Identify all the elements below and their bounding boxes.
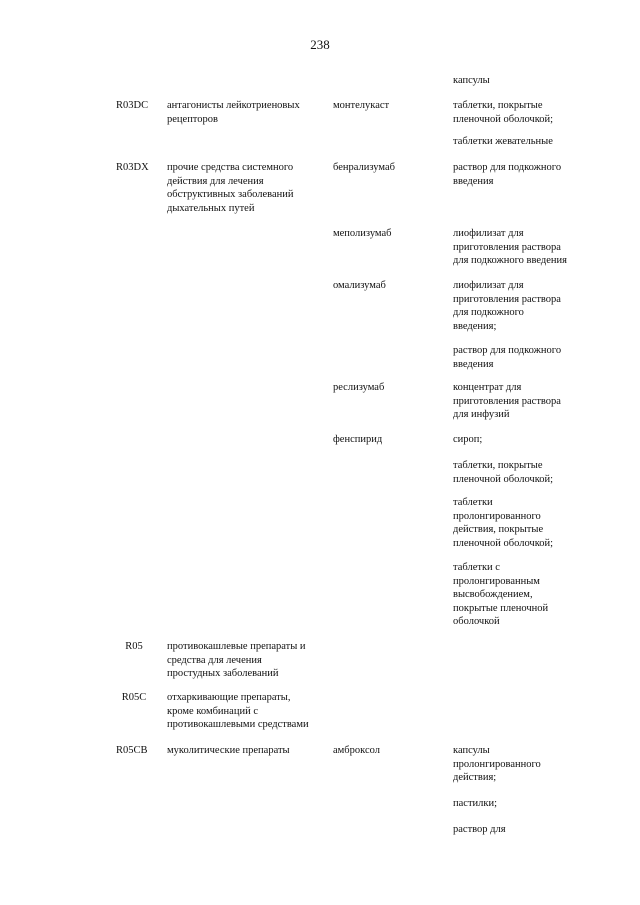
atc-group-name: муколитические препараты [167, 745, 290, 756]
dosage-form: таблетки пролонгированного действия, покрытые пленочной оболочкой; [453, 497, 554, 549]
drug-name: монтелукаст [333, 100, 390, 111]
atc-code: R03DX [116, 162, 149, 173]
dosage-form: капсулы [453, 75, 490, 86]
drug-name: реслизумаб [333, 382, 385, 393]
atc-group-name: отхаркивающие препараты, кроме комбинаций с противокашлевыми средствами [167, 692, 309, 730]
page-number: 238 [310, 37, 330, 52]
atc-code: R05CB [116, 745, 148, 756]
dosage-form: таблетки, покрытые пленочной оболочкой; [453, 100, 554, 125]
dosage-form: таблетки с пролонгированным высвобождением, покрытые пленочной оболочкой [453, 562, 549, 627]
dosage-form: таблетки жевательные [453, 136, 553, 147]
drug-name: меполизумаб [333, 228, 392, 239]
atc-code: R05C [121, 692, 147, 703]
dosage-form: раствор для подкожного введения [453, 162, 562, 187]
atc-group-name: противокашлевые препараты и средства для лечения простудных заболеваний [167, 641, 306, 679]
dosage-form: сироп; [453, 434, 483, 445]
dosage-form: концентрат для приготовления раствора для инфузий [453, 382, 561, 420]
dosage-form: раствор для [453, 824, 506, 835]
atc-code: R05 [125, 641, 143, 652]
drug-name: фенспирид [333, 434, 383, 445]
atc-group-name: прочие средства системного действия для лечения обструктивных заболеваний дыхательных путей [167, 162, 294, 214]
dosage-form: раствор для подкожного введения [453, 345, 562, 370]
drug-name: бенрализумаб [333, 162, 395, 173]
dosage-form: лиофилизат для приготовления раствора для подкожного введения [453, 228, 567, 266]
dosage-form: таблетки, покрытые пленочной оболочкой; [453, 460, 554, 485]
atc-code: R03DC [116, 100, 149, 111]
atc-group-name: антагонисты лейкотриеновых рецепторов [167, 100, 300, 125]
dosage-form: пастилки; [453, 798, 498, 809]
drug-name: омализумаб [333, 280, 386, 291]
drug-name: амброксол [333, 745, 380, 756]
dosage-form: лиофилизат для приготовления раствора для подкожного введения; [453, 280, 561, 332]
dosage-form: капсулы пролонгированного действия; [453, 745, 541, 783]
